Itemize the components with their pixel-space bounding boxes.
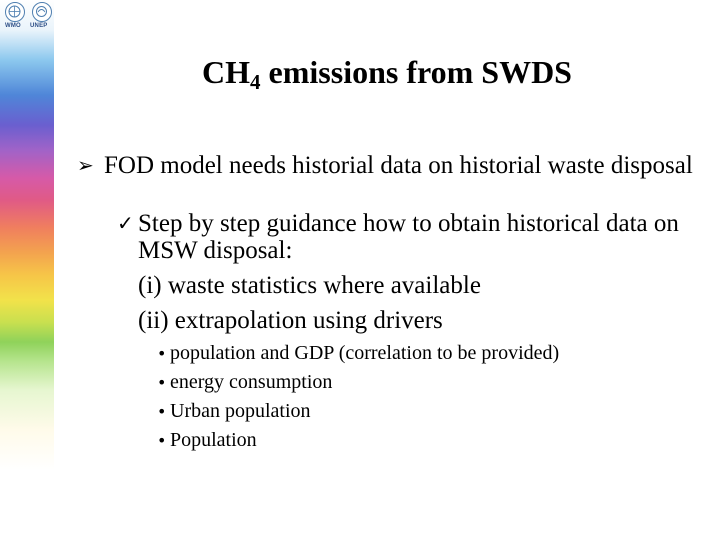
arrow-bullet-icon: ➢ — [77, 153, 94, 177]
wmo-caption: WMO — [5, 23, 21, 29]
wmo-logo-icon — [5, 2, 25, 22]
list-item — [157, 397, 697, 426]
dot-bullet-icon: • — [157, 431, 167, 450]
line-ii-text: (ii) extrapolation using drivers — [138, 307, 443, 334]
bullet-level-2 — [117, 210, 697, 334]
driver-text: Urban population — [170, 400, 311, 422]
bullet-level-1 — [77, 152, 697, 179]
driver-text: population and GDP (correlation to be provided) — [170, 342, 560, 364]
bullet-1-text: FOD model needs historial data on historial waste disposal — [104, 152, 693, 179]
title-suffix: emissions from SWDS — [260, 54, 572, 90]
unep-logo-icon — [32, 2, 52, 22]
title-prefix: CH — [202, 54, 251, 90]
title-subscript: 4 — [250, 70, 261, 94]
list-item — [157, 339, 697, 368]
checkmark-bullet-icon: ✓ — [117, 211, 134, 235]
driver-text: Population — [170, 429, 257, 451]
dot-bullet-icon: • — [157, 402, 167, 421]
dot-bullet-icon: • — [157, 344, 167, 363]
unep-caption: UNEP — [30, 23, 48, 29]
decorative-side-band — [0, 0, 54, 540]
slide-title — [54, 52, 720, 92]
line-i-text: (i) waste statistics where available — [138, 272, 481, 299]
driver-text: energy consumption — [170, 371, 333, 393]
dot-bullet-icon: • — [157, 373, 167, 392]
logo-group — [0, 0, 60, 34]
list-item — [157, 368, 697, 397]
drivers-list — [157, 339, 697, 455]
sub-bullet-text: Step by step guidance how to obtain historical data on MSW disposal: — [138, 210, 679, 264]
list-item — [157, 426, 697, 455]
